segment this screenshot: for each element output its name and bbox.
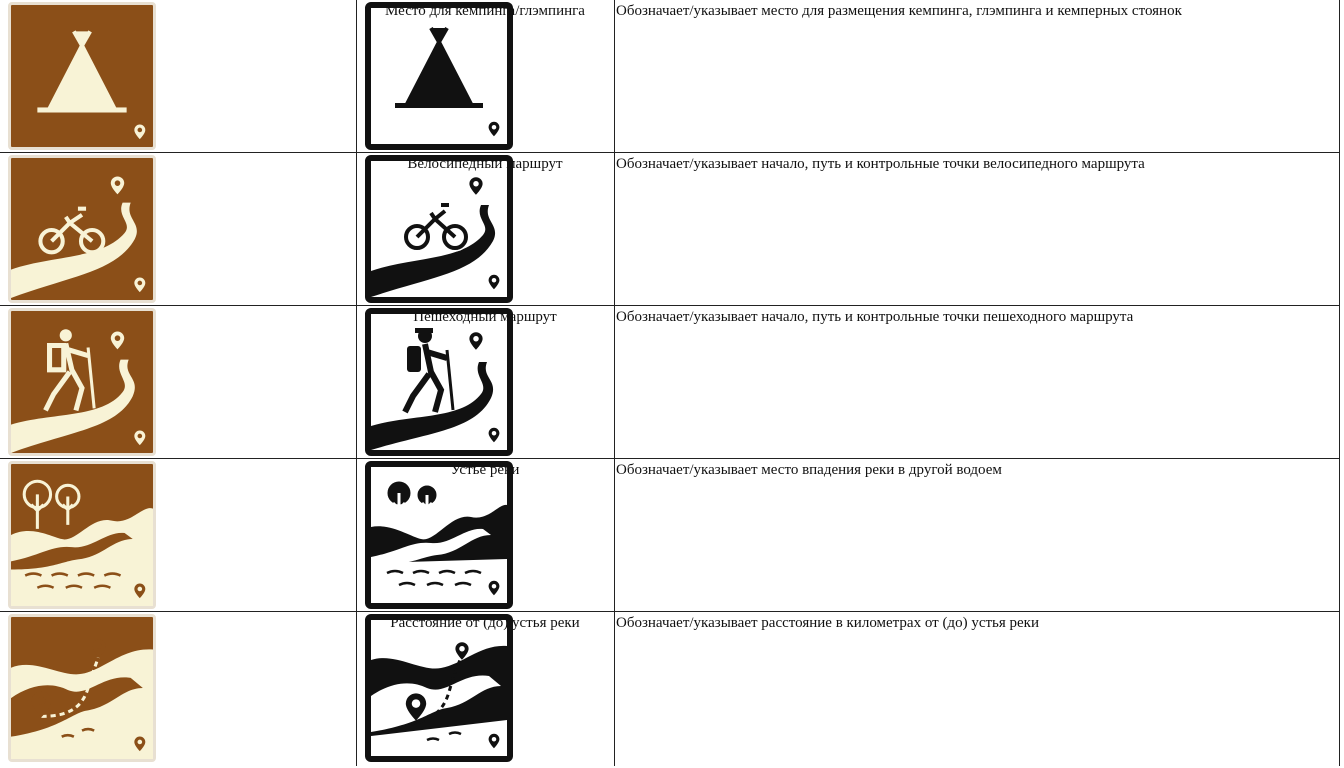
- sign-name: Велосипедный маршрут: [407, 156, 563, 172]
- column-divider: [356, 0, 357, 766]
- bw-sign-cell: [176, 612, 356, 763]
- sign-name: Место для кемпинга/глэмпинга: [385, 3, 585, 19]
- bw-sign-cell: [176, 306, 356, 457]
- table-row: [0, 459, 1340, 612]
- column-divider: [614, 0, 615, 766]
- river-mouth-icon: [8, 461, 156, 609]
- table-row: [0, 306, 1340, 459]
- sign-description: Обозначает/указывает место впадения реки в другой водоем: [616, 462, 1002, 478]
- sign-description: Обозначает/указывает расстояние в километрах от (до) устья реки: [616, 615, 1039, 631]
- brown-sign-cell: [0, 612, 176, 763]
- bw-sign-cell: [176, 0, 356, 151]
- sign-description: Обозначает/указывает начало, путь и контрольные точки велосипедного маршрута: [616, 156, 1145, 172]
- column-divider: [1339, 0, 1340, 766]
- sign-name: Устье реки: [450, 462, 520, 478]
- brown-sign-cell: [0, 459, 176, 610]
- sign-description: Обозначает/указывает место для размещения кемпинга, глэмпинга и кемперных стоянок: [616, 3, 1182, 19]
- tent-icon: [8, 2, 156, 150]
- brown-sign-cell: [0, 153, 176, 304]
- sign-name: Расстояние от (до) устья реки: [390, 615, 580, 631]
- table-row: [0, 612, 1340, 764]
- hiker-route-icon: [8, 308, 156, 456]
- brown-sign-cell: [0, 0, 176, 151]
- bw-sign-cell: [176, 459, 356, 610]
- river-mouth-distance-icon: [8, 614, 156, 762]
- table-row: [0, 0, 1340, 153]
- brown-sign-cell: [0, 306, 176, 457]
- bicycle-route-icon: [8, 155, 156, 303]
- sign-description: Обозначает/указывает начало, путь и контрольные точки пешеходного маршрута: [616, 309, 1134, 325]
- sign-name: Пешеходный маршрут: [413, 309, 557, 325]
- bw-sign-cell: [176, 153, 356, 304]
- table-row: [0, 153, 1340, 306]
